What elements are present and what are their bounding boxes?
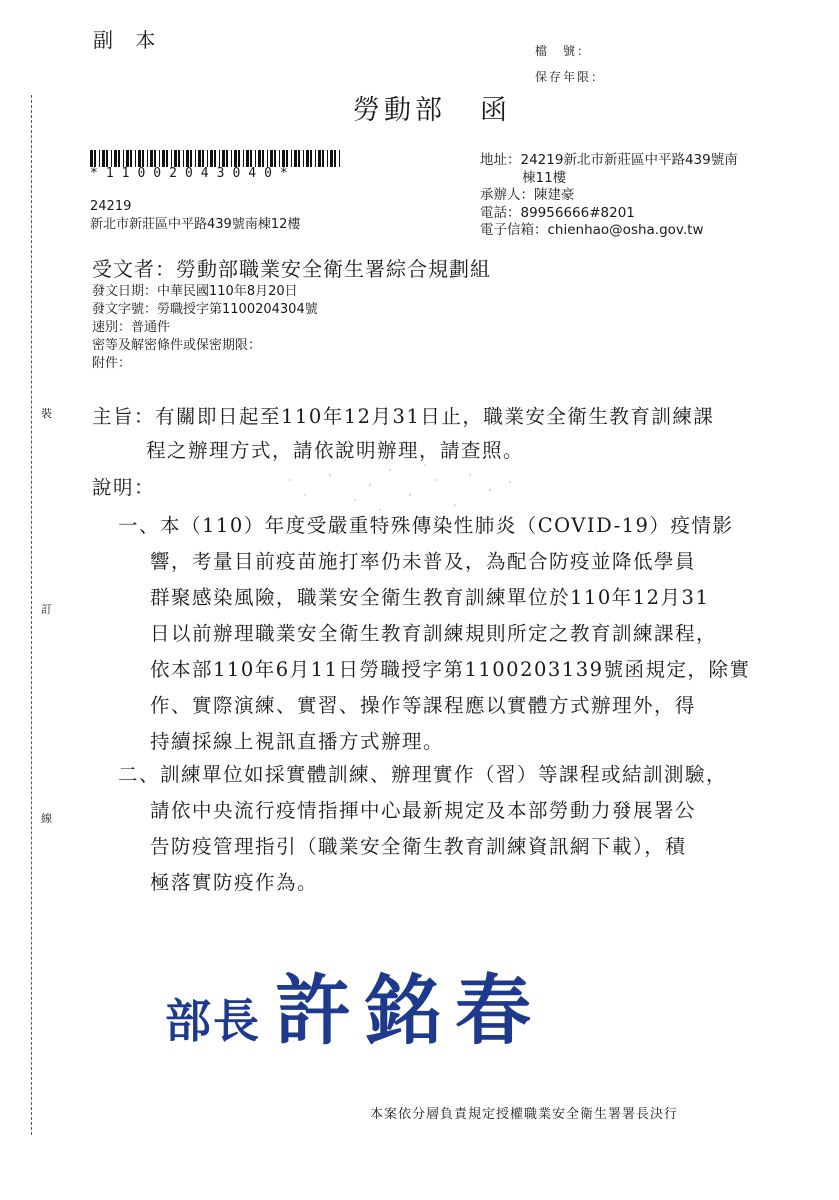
item-1-line: 日以前辦理職業安全衛生教育訓練規則所定之教育訓練課程，	[150, 622, 718, 645]
delivery-speed: 速別：普通件	[92, 320, 171, 335]
attachment-field: 附件：	[92, 356, 132, 371]
item-1-line: 群聚感染風險，職業安全衛生教育訓練單位於110年12月31	[150, 586, 710, 609]
explanation-item-1	[118, 508, 751, 760]
explanation-item-2	[118, 757, 727, 901]
authorization-note: 本案依分層負責規定授權職業安全衛生署署長決行	[370, 1107, 679, 1122]
subject-line-2: 程之辦理方式，請依說明辦理，請查照。	[146, 439, 525, 462]
item-1-line: 依本部110年6月11日勞職授字第1100203139號函規定，除實	[150, 658, 751, 681]
file-number-label: 檔 號：	[535, 44, 592, 58]
barcode-text: *11002043040*	[90, 166, 296, 181]
sender-address-block	[90, 198, 300, 234]
recipient: 受文者：勞動部職業安全衛生署綜合規劃組	[92, 257, 491, 281]
signature-title: 部長	[165, 994, 261, 1048]
contact-email: 電子信箱：chienhao@osha.gov.tw	[480, 222, 704, 238]
issue-date: 發文日期：中華民國110年8月20日	[92, 284, 298, 299]
binding-mark-xian: 線	[41, 812, 52, 825]
subject	[92, 400, 714, 468]
binding-line	[31, 95, 32, 1135]
item-2-line: 請依中央流行疫情指揮中心最新規定及本部勞動力發展署公	[150, 799, 697, 822]
minister-signature-stamp	[165, 950, 545, 1059]
item-1-line: 持續採線上視訊直播方式辦理。	[150, 730, 445, 753]
contact-phone: 電話：89956666#8201	[480, 204, 635, 221]
retention-period-label: 保存年限：	[535, 70, 606, 84]
contact-address: 地址：24219新北市新莊區中平路439號南	[480, 152, 738, 168]
binding-mark-ding: 訂	[41, 603, 52, 616]
barcode	[90, 150, 342, 167]
document-title	[353, 88, 511, 127]
contact-address-cont: 棟11樓	[522, 169, 567, 186]
title-type: 函	[480, 95, 511, 126]
item-1-line: 作、實際演練、實習、操作等課程應以實體方式辦理外，得	[150, 694, 697, 717]
signature-name: 許銘春	[275, 966, 545, 1055]
item-2-line: 二、訓練單位如採實體訓練、辦理實作（習）等課程或結訓測驗，	[118, 763, 728, 786]
document-fields	[92, 283, 318, 373]
item-2-line: 極落實防疫作為。	[150, 871, 319, 894]
item-2-line: 告防疫管理指引（職業安全衛生教育訓練資訊網下載），積	[150, 835, 687, 858]
explanation-label: 說明：	[92, 476, 156, 499]
binding-mark-zhuang: 裝	[41, 407, 52, 420]
copy-mark: 副 本	[93, 28, 164, 52]
contact-handler: 承辦人：陳建豪	[480, 187, 575, 203]
sender-address: 新北市新莊區中平路439號南棟12樓	[90, 217, 301, 232]
title-agency: 勞動部	[353, 95, 446, 126]
contact-block	[480, 152, 738, 240]
document-number: 發文字號：勞職授字第1100204304號	[92, 302, 318, 317]
item-1-line: 一、本（110）年度受嚴重特殊傳染性肺炎（COVID-19）疫情影	[118, 514, 734, 537]
item-1-line: 響，考量目前疫苗施打率仍未普及，為配合防疫並降低學員	[150, 550, 697, 573]
security-classification: 密等及解密條件或保密期限：	[92, 338, 262, 353]
postal-code: 24219	[90, 199, 132, 214]
subject-line-1: 主旨：有關即日起至110年12月31日止，職業安全衛生教育訓練課	[92, 405, 715, 428]
